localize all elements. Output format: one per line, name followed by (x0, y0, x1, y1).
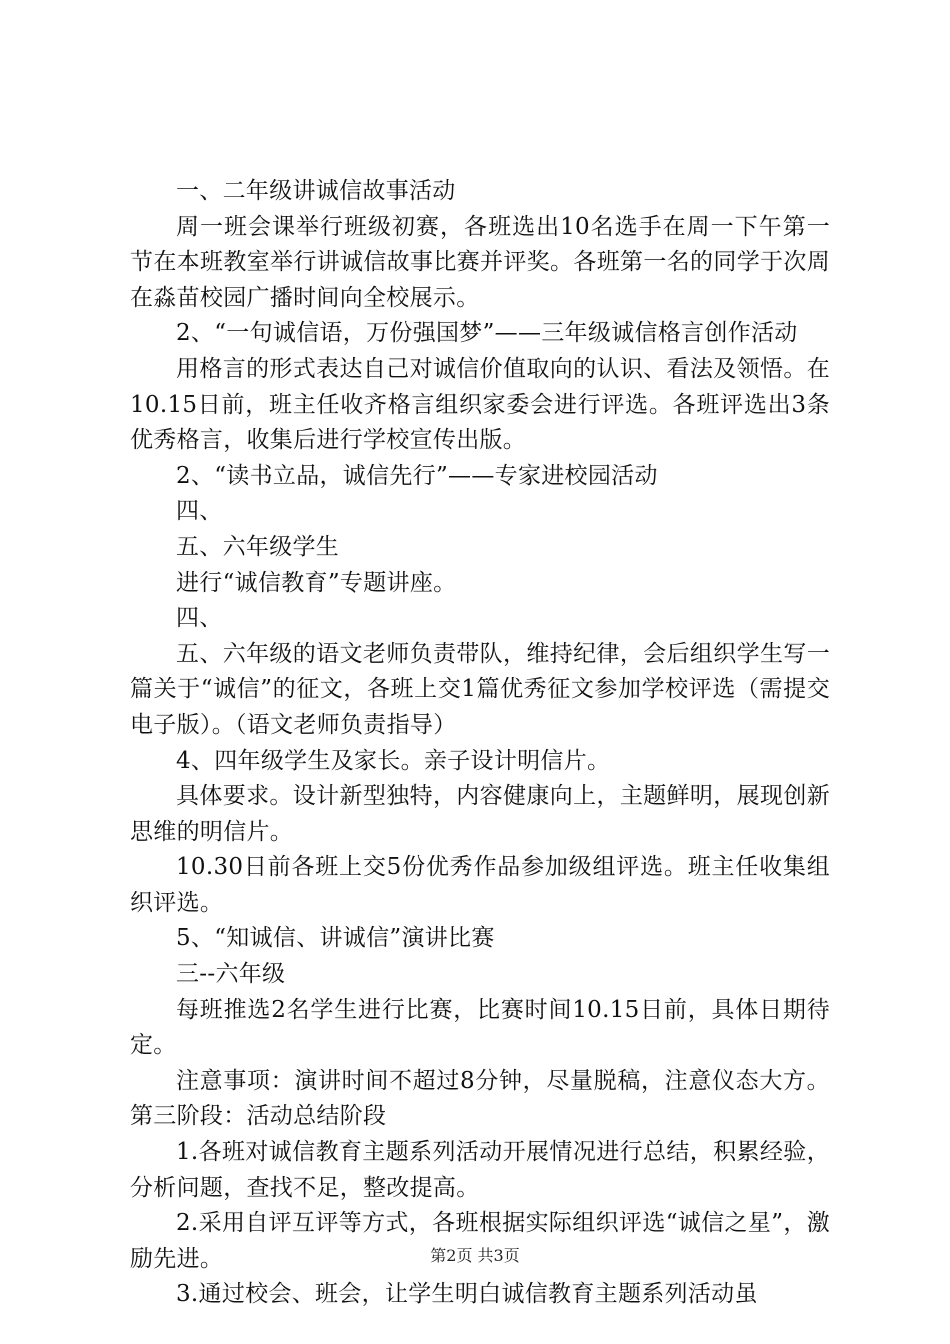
paragraph: 三--六年级 (176, 961, 286, 988)
paragraph: 进行“诚信教育”专题讲座。 (176, 569, 457, 596)
paragraph: 5、“知诚信、讲诚信”演讲比赛 (176, 925, 495, 952)
paragraph: 注意事项：演讲时间不超过8分钟，尽量脱稿，注意仪态大方。第三阶段：活动总结阶段 (130, 1067, 830, 1130)
paragraph: 10.30日前各班上交5份优秀作品参加级组评选。班主任收集组织评选。 (130, 854, 830, 916)
paragraph: 3.通过校会、班会，让学生明白诚信教育主题系列活动虽 (176, 1281, 758, 1308)
document-body (130, 174, 830, 1313)
paragraph: 具体要求。设计新型独特，内容健康向上，主题鲜明，展现创新思维的明信片。 (130, 783, 830, 845)
paragraph: 五、六年级学生 (176, 533, 340, 560)
paragraph: 2、“读书立品，诚信先行”——专家进校园活动 (176, 462, 658, 489)
paragraph: 4、四年级学生及家长。亲子设计明信片。 (176, 747, 611, 774)
paragraph: 四、 (176, 605, 223, 632)
paragraph: 每班推选2名学生进行比赛，比赛时间10.15日前，具体日期待定。 (130, 996, 830, 1059)
paragraph: 2、“一句诚信语，万份强国梦”——三年级诚信格言创作活动 (176, 320, 798, 347)
paragraph: 周一班会课举行班级初赛，各班选出10名选手在周一下午第一节在本班教室举行讲诚信故事比赛并评奖。各班第一名的同学于次周在淼苗校园广播时间向全校展示。 (130, 213, 830, 311)
paragraph: 1.各班对诚信教育主题系列活动开展情况进行总结，积累经验，分析问题，查找不足，整改提高。 (130, 1139, 830, 1201)
page-number-footer: 第2页 共3页 (430, 1246, 520, 1265)
paragraph: 四、 (176, 498, 223, 525)
paragraph: 2.采用自评互评等方式，各班根据实际组织评选“诚信之星”，激励先进。 (130, 1210, 830, 1272)
paragraph: 用格言的形式表达自己对诚信价值取向的认识、看法及领悟。在10.15日前，班主任收齐格言组织家委会进行评选。各班评选出3条优秀格言，收集后进行学校宣传出版。 (130, 355, 830, 454)
paragraph: 一、二年级讲诚信故事活动 (176, 178, 456, 204)
paragraph: 五、六年级的语文老师负责带队，维持纪律，会后组织学生写一篇关于“诚信”的征文，各班上交1篇优秀征文参加学校评选（需提交电子版）。（语文老师负责指导） (130, 640, 830, 738)
